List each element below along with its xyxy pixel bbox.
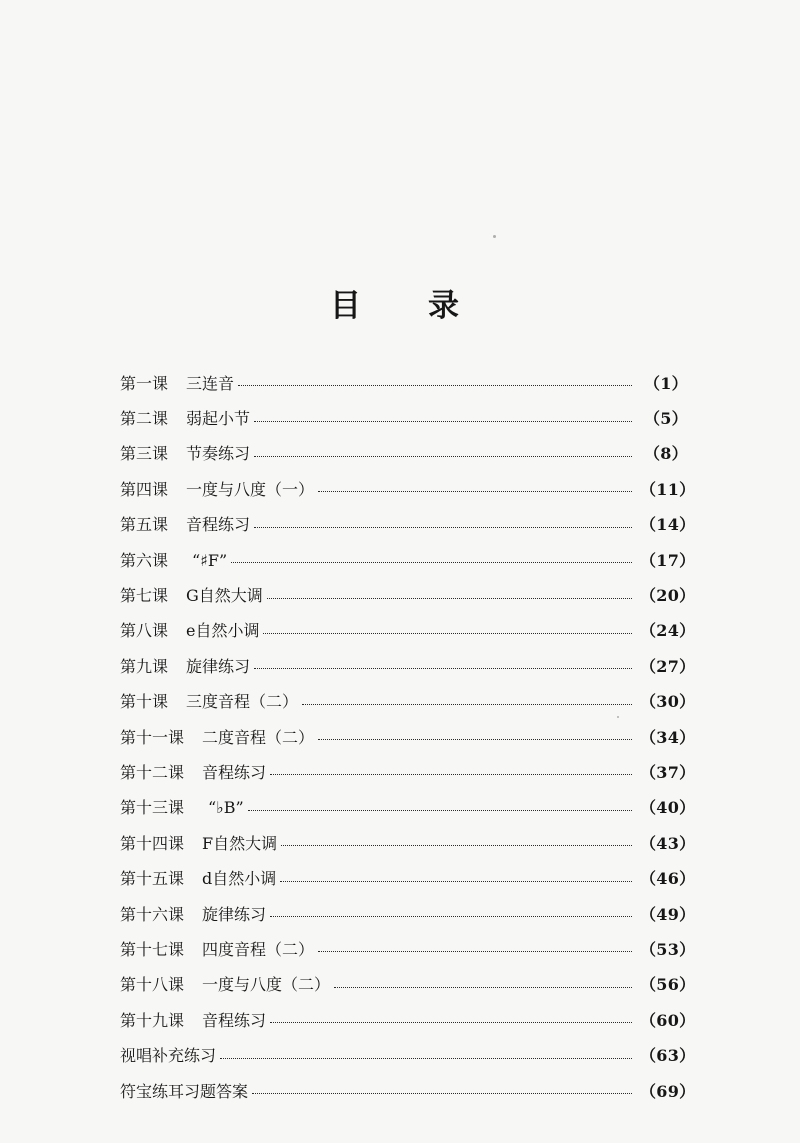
- lesson-label: 第七课: [120, 586, 169, 606]
- lesson-title: 音程练习: [186, 515, 251, 535]
- lesson-title: “♯F”: [192, 550, 228, 570]
- lesson-title: 音程练习: [202, 1010, 267, 1030]
- page-number: （37）: [640, 762, 696, 782]
- dotted-leader: [254, 668, 632, 669]
- lesson-title: G自然大调: [186, 586, 263, 606]
- lesson-label: 第十五课: [120, 869, 185, 889]
- toc-entry-17[interactable]: [120, 932, 696, 967]
- dotted-leader: [281, 845, 632, 846]
- lesson-title: d自然小调: [202, 869, 277, 889]
- lesson-title: e自然小调: [186, 621, 260, 641]
- page-number: （8）: [643, 444, 688, 464]
- toc-list: [120, 366, 696, 1109]
- lesson-title: 视唱补充练习: [120, 1046, 217, 1066]
- page-number: （69）: [640, 1081, 696, 1101]
- lesson-label: 第五课: [120, 515, 169, 535]
- toc-entry-14[interactable]: [120, 826, 696, 861]
- dotted-leader: [270, 774, 632, 775]
- lesson-title: 四度音程（二）: [202, 939, 315, 959]
- toc-entry-20[interactable]: [120, 1038, 696, 1073]
- dotted-leader: [318, 739, 632, 740]
- toc-entry-7[interactable]: [120, 578, 696, 613]
- dotted-leader: [280, 881, 632, 882]
- page-number: （17）: [640, 550, 696, 570]
- print-speck: [493, 235, 496, 238]
- page-number: （40）: [640, 798, 696, 818]
- toc-entry-10[interactable]: [120, 685, 696, 720]
- page-number: （11）: [640, 479, 696, 499]
- page-number: （24）: [640, 621, 696, 641]
- page-number: （43）: [640, 833, 696, 853]
- page-number: （1）: [643, 373, 688, 393]
- toc-entry-11[interactable]: [120, 720, 696, 755]
- lesson-label: 第六课: [120, 550, 169, 570]
- lesson-label: 第十九课: [120, 1010, 185, 1030]
- dotted-leader: [254, 527, 632, 528]
- lesson-label: 第一课: [120, 373, 169, 393]
- lesson-title: 节奏练习: [186, 444, 251, 464]
- page-number: （46）: [640, 869, 696, 889]
- dotted-leader: [254, 456, 632, 457]
- toc-entry-3[interactable]: [120, 437, 688, 472]
- lesson-title: 音程练习: [202, 762, 267, 782]
- lesson-label: 第十三课: [120, 798, 185, 818]
- page-number: （30）: [640, 692, 696, 712]
- lesson-label: 第十七课: [120, 939, 185, 959]
- dotted-leader: [270, 916, 632, 917]
- toc-entry-12[interactable]: [120, 755, 696, 790]
- lesson-title: 旋律练习: [202, 904, 267, 924]
- toc-entry-18[interactable]: [120, 968, 696, 1003]
- lesson-label: 第十四课: [120, 833, 185, 853]
- dotted-leader: [263, 633, 632, 634]
- lesson-label: 第十二课: [120, 762, 185, 782]
- lesson-title: 弱起小节: [186, 409, 251, 429]
- table-of-contents-title: [0, 286, 800, 326]
- title-char-left: 目: [330, 288, 361, 324]
- page-number: （49）: [640, 904, 696, 924]
- lesson-label: 第二课: [120, 409, 169, 429]
- dotted-leader: [231, 562, 632, 563]
- lesson-title: 符宝练耳习题答案: [120, 1081, 249, 1101]
- dotted-leader: [238, 385, 632, 386]
- lesson-title: 一度与八度（二）: [202, 975, 331, 995]
- page-number: （34）: [640, 727, 696, 747]
- lesson-title: F自然大调: [202, 833, 278, 853]
- toc-entry-2[interactable]: [120, 401, 688, 436]
- dotted-leader: [318, 951, 632, 952]
- dotted-leader: [334, 987, 632, 988]
- dotted-leader: [252, 1093, 632, 1094]
- dotted-leader: [220, 1058, 632, 1059]
- lesson-title: 一度与八度（一）: [186, 479, 315, 499]
- lesson-title: 三连音: [186, 373, 235, 393]
- dotted-leader: [302, 704, 632, 705]
- page-number: （20）: [640, 586, 696, 606]
- dotted-leader: [254, 421, 632, 422]
- title-char-right: 录: [428, 288, 459, 324]
- page-number: （14）: [640, 515, 696, 535]
- page-number: （5）: [643, 409, 688, 429]
- page-number: （53）: [640, 939, 696, 959]
- lesson-label: 第十课: [120, 692, 169, 712]
- toc-entry-1[interactable]: [120, 366, 688, 401]
- lesson-label: 第十六课: [120, 904, 185, 924]
- toc-entry-13[interactable]: [120, 791, 696, 826]
- page-number: （27）: [640, 656, 696, 676]
- lesson-label: 第八课: [120, 621, 169, 641]
- lesson-title: “♭B”: [208, 798, 244, 818]
- toc-entry-21[interactable]: [120, 1074, 696, 1109]
- dotted-leader: [270, 1022, 632, 1023]
- toc-entry-9[interactable]: [120, 649, 696, 684]
- page-number: （60）: [640, 1010, 696, 1030]
- toc-entry-6[interactable]: [120, 543, 696, 578]
- lesson-title: 三度音程（二）: [186, 692, 299, 712]
- lesson-label: 第四课: [120, 479, 169, 499]
- toc-entry-4[interactable]: [120, 472, 696, 507]
- toc-entry-16[interactable]: [120, 897, 696, 932]
- lesson-label: 第十八课: [120, 975, 185, 995]
- lesson-label: 第三课: [120, 444, 169, 464]
- toc-entry-19[interactable]: [120, 1003, 696, 1038]
- dotted-leader: [267, 598, 632, 599]
- page-number: （56）: [640, 975, 696, 995]
- lesson-label: 第九课: [120, 656, 169, 676]
- lesson-title: 二度音程（二）: [202, 727, 315, 747]
- dotted-leader: [318, 491, 632, 492]
- toc-entry-5[interactable]: [120, 508, 696, 543]
- dotted-leader: [248, 810, 632, 811]
- lesson-label: 第十一课: [120, 727, 185, 747]
- lesson-title: 旋律练习: [186, 656, 251, 676]
- toc-entry-8[interactable]: [120, 614, 696, 649]
- toc-entry-15[interactable]: [120, 861, 696, 896]
- page-number: （63）: [640, 1046, 696, 1066]
